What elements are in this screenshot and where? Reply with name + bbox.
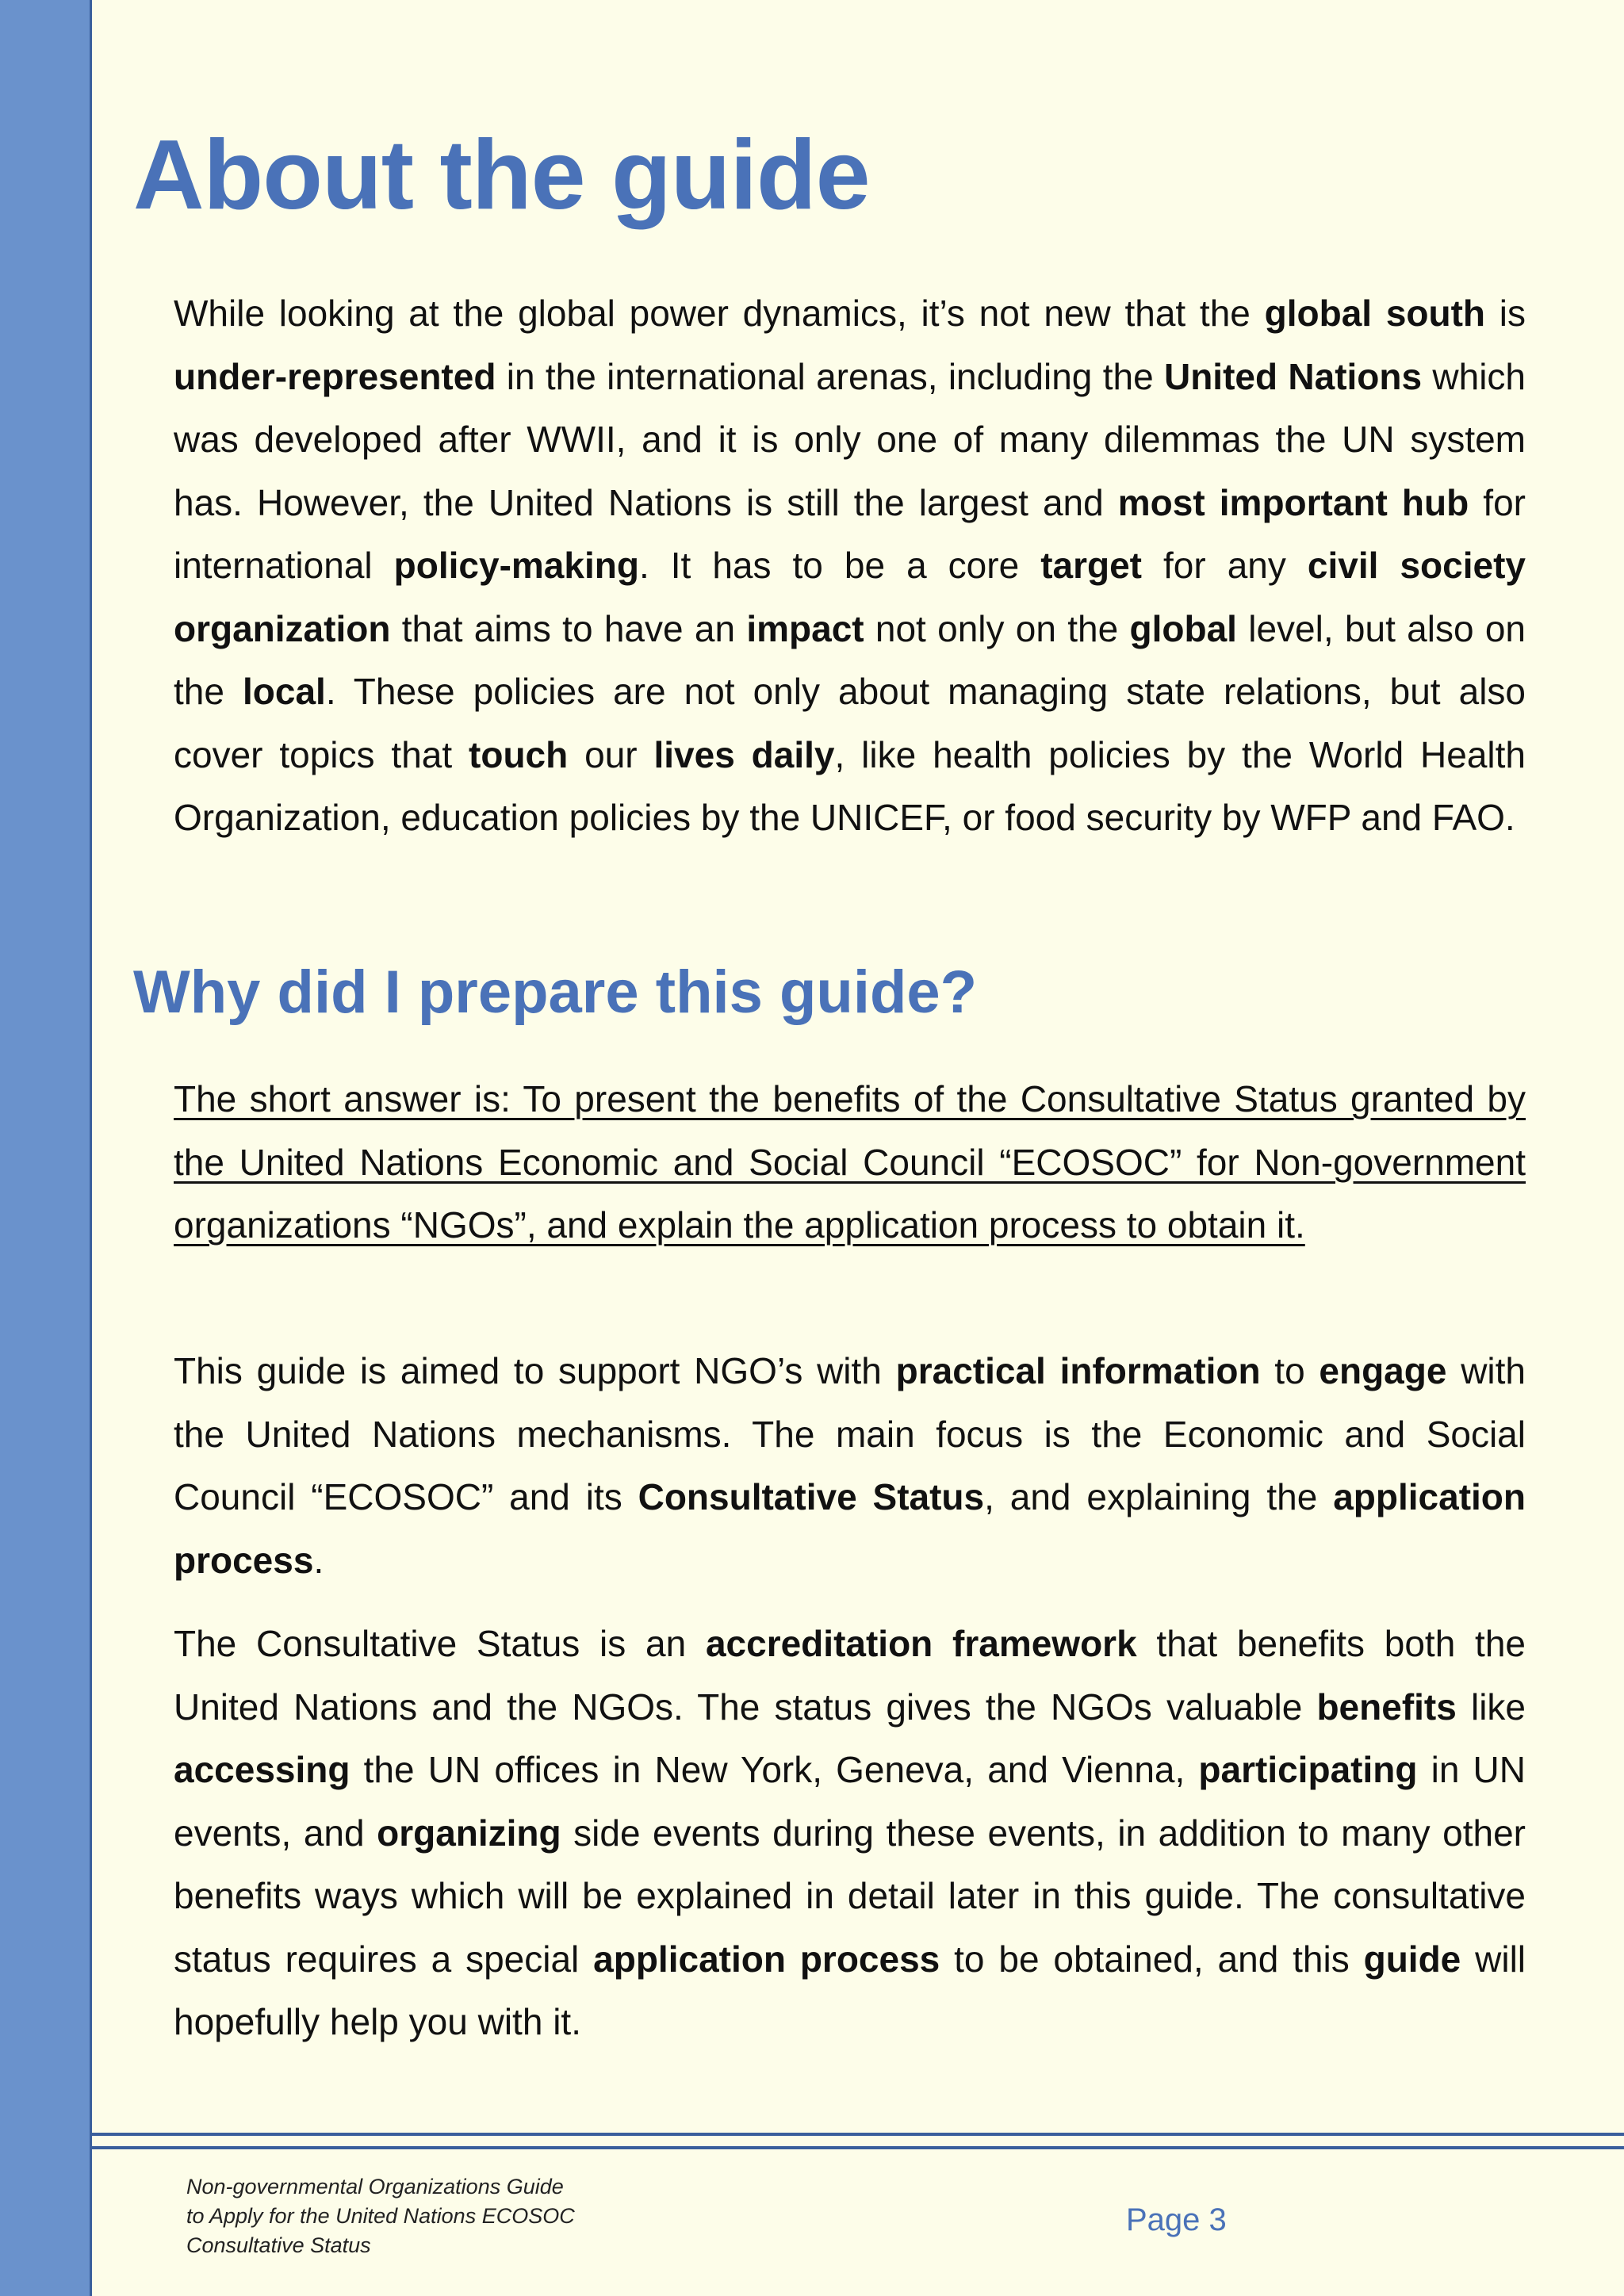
body-text: to be obtained, and this (940, 1938, 1364, 1980)
body-text: to (1260, 1350, 1320, 1391)
emphasis-text: target (1040, 545, 1142, 586)
emphasis-text: touch (469, 733, 569, 775)
footer-rule-top (92, 2133, 1624, 2136)
body-text: . (313, 1539, 324, 1581)
short-answer-paragraph: The short answer is: To present the benefits of the Consultative Status granted by the United Nations Economic and Social Council “ECOSOC” for Non-government organizations “NGOs”, and explain the application process to obtain it. (174, 1078, 1526, 1246)
emphasis-text: participating (1198, 1749, 1418, 1790)
emphasis-text: application process (174, 1476, 1526, 1581)
body-text: for any (1142, 545, 1308, 586)
body-text: like (1456, 1686, 1526, 1728)
body-text: which was developed after WWII, and it is only one of many dilemmas the UN system has. However, the United Nations is still the largest and (174, 355, 1526, 523)
intro-paragraph (174, 282, 1526, 850)
body-text: not only on the (864, 607, 1130, 649)
footer-title-line-2: to Apply for the United Nations ECOSOC (186, 2204, 575, 2228)
aim-paragraph (174, 1340, 1526, 1592)
consultative-status-paragraph (174, 1613, 1526, 2054)
emphasis-text: civil society organization (174, 545, 1526, 649)
body-text: The Consultative Status is an (174, 1623, 706, 1664)
emphasis-text: most important hub (1117, 481, 1469, 523)
emphasis-text: United Nations (1163, 355, 1423, 397)
emphasis-text: impact (746, 607, 864, 649)
body-text: in UN events, and (174, 1749, 1526, 1854)
emphasis-text: global south (1264, 293, 1486, 334)
body-text: This guide is aimed to support NGO’s with (174, 1350, 896, 1391)
emphasis-text: guide (1363, 1938, 1461, 1980)
body-text: While looking at the global power dynamics, it’s not new that the (174, 293, 1265, 334)
emphasis-text: Consultative Status (638, 1476, 985, 1517)
body-text: . These policies are not only about managing state relations, but also cover topics that (174, 671, 1526, 775)
body-text: that aims to have an (390, 607, 747, 649)
emphasis-text: policy-making (393, 545, 639, 586)
footer-document-title (186, 2172, 678, 2260)
body-text: is (1485, 293, 1526, 334)
emphasis-text: accessing (174, 1749, 350, 1790)
emphasis-text: lives daily (653, 733, 835, 775)
body-text: with the United Nations mechanisms. The main focus is the Economic and Social Council “ECOSOC” and its (174, 1350, 1526, 1517)
page-title: About the guide (133, 121, 870, 230)
body-text: side events during these events, in addition to many other benefits ways which will be explained in detail later in this guide. The consultative status requires a special (174, 1812, 1526, 1980)
footer-title-line-1: Non-governmental Organizations Guide (186, 2175, 564, 2198)
body-text: that benefits both the United Nations and the NGOs. The status gives the NGOs valuable (174, 1623, 1526, 1728)
emphasis-text: local (242, 671, 326, 712)
body-text: our (568, 733, 654, 775)
footer-title-line-3: Consultative Status (186, 2233, 371, 2257)
emphasis-text: accreditation framework (705, 1623, 1137, 1664)
body-text: in the international arenas, including the (496, 355, 1164, 397)
body-text: level, but also on the (174, 607, 1526, 712)
body-text: , like health policies by the World Health Organization, education policies by the UNICEF, or food security by WFP and FAO. (174, 733, 1526, 838)
emphasis-text: practical information (895, 1350, 1261, 1391)
emphasis-text: global (1129, 607, 1237, 649)
page-sidebar-band (0, 0, 92, 2296)
emphasis-text: engage (1319, 1350, 1447, 1391)
body-text: , and explaining the (984, 1476, 1334, 1517)
page-number: Page 3 (1126, 2202, 1227, 2237)
emphasis-text: organizing (377, 1812, 561, 1854)
footer-rule-bottom (92, 2146, 1624, 2149)
body-text: will hopefully help you with it. (174, 1938, 1526, 2042)
section-heading-why: Why did I prepare this guide? (133, 959, 978, 1026)
emphasis-text: application process (593, 1938, 940, 1980)
body-text: . It has to be a core (638, 545, 1041, 586)
body-text: the UN offices in New York, Geneva, and Vienna, (350, 1749, 1199, 1790)
body-text: for international (174, 481, 1526, 586)
emphasis-text: under-represented (174, 355, 496, 397)
emphasis-text: benefits (1316, 1686, 1457, 1728)
